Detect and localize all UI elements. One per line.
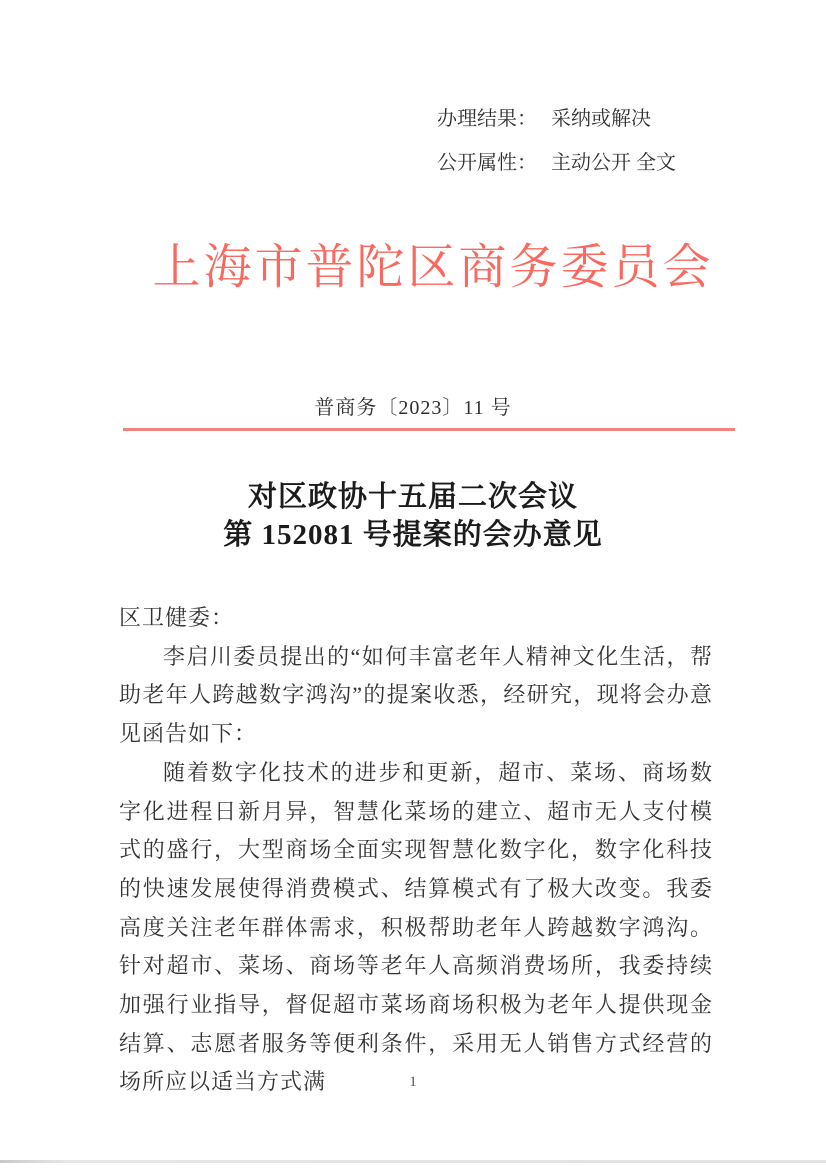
body-paragraph: 李启川委员提出的“如何丰富老年人精神文化生活，帮助老年人跨越数字鸿沟”的提案收悉，经研究，现将会办意见函告如下： <box>119 643 713 747</box>
meta-value: 主动公开 全文 <box>551 152 676 174</box>
letterhead-divider <box>123 428 735 431</box>
document-body <box>119 599 713 1102</box>
meta-label: 公开属性： <box>437 152 537 174</box>
salutation: 区卫健委： <box>119 605 235 630</box>
document-title-line2: 第 152081 号提案的会办意见 <box>223 519 603 551</box>
meta-row-publicity <box>437 150 676 176</box>
document-title <box>0 478 826 554</box>
document-title-line1: 对区政协十五届二次会议 <box>247 481 578 513</box>
meta-row-handling-result <box>437 106 676 132</box>
page-number: 1 <box>409 1074 417 1090</box>
body-paragraph: 随着数字化技术的进步和更新，超市、菜场、商场数字化进程日新月异，智慧化菜场的建立、超市无人支付模式的盛行，大型商场全面实现智慧化数字化，数字化科技的快速发展使得消费模式、结算模式有了极大改变。我委高度关注老年群体需求，积极帮助老年人跨越数字鸿沟。针对超市、菜场、商场等老年人高频消费场所，我委持续加强行业指导，督促超市菜场商场积极为老年人提供现金结算、志愿者服务等便利条件，采用无人销售方式经营的场所应以适当方式满 <box>119 759 713 1095</box>
doc-number: 普商务〔2023〕11 号 <box>314 397 512 419</box>
scan-edge-artifact <box>0 1160 826 1163</box>
meta-value: 采纳或解决 <box>551 108 651 130</box>
meta-label: 办理结果： <box>437 108 537 130</box>
letterhead-org-name: 上海市普陀区商务委员会 <box>152 241 714 294</box>
header-meta <box>437 106 676 176</box>
